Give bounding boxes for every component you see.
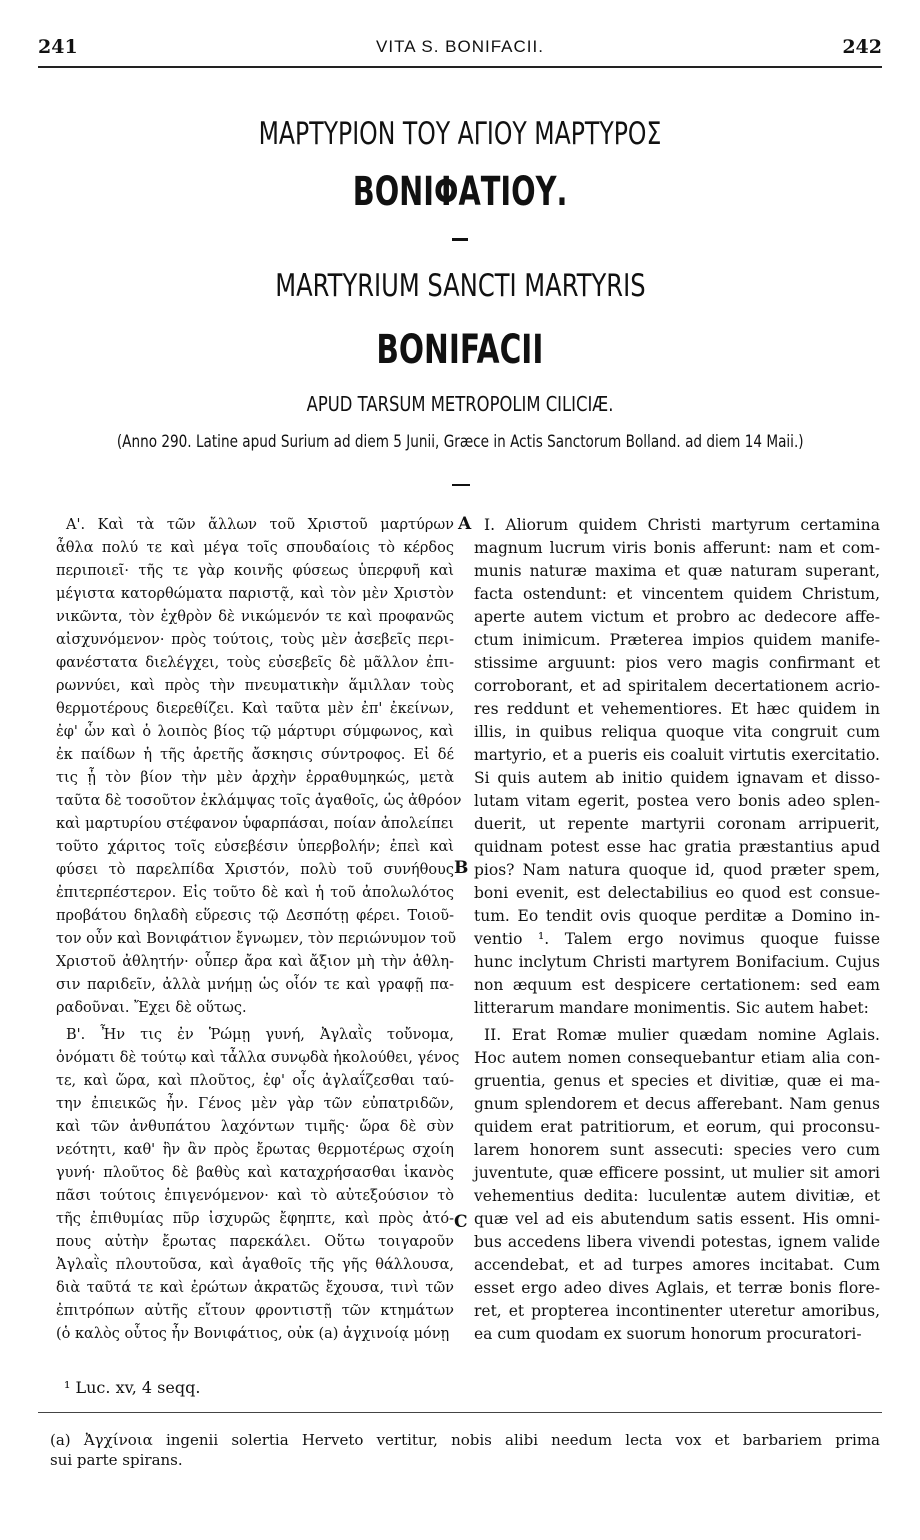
text-line: ἆθλα πολύ τε καὶ μέγα τοῖς σπουδαίοις τὸ κέρδος	[56, 540, 454, 556]
text-line: (ὁ καλὸς οὗτος ἦν Βονιφάτιος, οὐκ (a) ἀγχινοίᾳ μόνῃ	[56, 1326, 450, 1342]
text-line: προβάτου δηλαδὴ εὕρεσις τῷ Δεσπότῃ φέρει. Τοιοῦ-	[56, 908, 454, 924]
text-line: ἐκ παίδων ἡ τῆς ἀρετῆς ἄσκησις σύντροφος. Εἰ δέ	[56, 747, 454, 763]
text-line: duerit, ut repente martyrii coronam arripuerit,	[474, 815, 880, 833]
footnote-rule	[38, 1412, 882, 1413]
subtitle: APUD TARSUM METROPOLIM CILICIÆ.	[306, 392, 614, 416]
text-line: Α'. Καὶ τὰ τῶν ἄλλων τοῦ Χριστοῦ μαρτύρων	[66, 517, 454, 533]
footnote-line: sui parte spirans.	[50, 1451, 183, 1469]
text-line: αἰσχυνόμενον· πρὸς τούτοις, τοὺς μὲν ἀσεβεῖς περι-	[56, 632, 454, 648]
text-line: gruentia, genus et species et divitiæ, quæ ei ma-	[474, 1072, 880, 1090]
text-line: quæ vel ad eis abutendum satis essent. His omni-	[474, 1210, 880, 1228]
footnote	[50, 1430, 880, 1470]
text-line: esset ergo adeo dives Aglais, et terræ bonis flore-	[474, 1279, 880, 1297]
text-line: I. Aliorum quidem Christi martyrum certamina	[484, 516, 880, 534]
text-line: ctum inimicum. Præterea impios quidem manife-	[474, 631, 880, 649]
text-line: Si quis autem ab initio quidem ignavam et disso-	[474, 769, 880, 787]
text-line: illis, in quibus reliqua quoque vita congruit cum	[474, 723, 880, 741]
text-line: juventute, quæ efficere possint, ut mulier sit amori	[474, 1164, 880, 1182]
text-line: ret, et propterea incontinenter uteretur amoribus,	[474, 1302, 880, 1320]
latin-column	[474, 514, 880, 1346]
text-line: larem honorem sunt assecuti: species vero cum	[474, 1141, 880, 1159]
margin-letter-a: A	[458, 514, 472, 534]
text-line: facta ostendunt: et vincentem quidem Christum,	[474, 585, 880, 603]
text-line: vehementius dedita: luculentæ autem divitiæ, et	[474, 1187, 880, 1205]
text-line: πᾶσι τούτοις ἐπιγενόμενον· καὶ τὸ αὐτεξούσιον τὸ	[56, 1188, 454, 1204]
text-line: διὰ ταῦτά τε καὶ ἐρώτων ἀκρατῶς ἔχουσα, τινὶ τῶν	[56, 1280, 454, 1296]
text-line: σιν παριδεῖν, ἀλλὰ μνήμῃ ὡς οἷόν τε καὶ γραφῇ πα-	[56, 977, 454, 993]
scripture-reference: ¹ Luc. xv, 4 seqq.	[64, 1378, 201, 1397]
text-line: II. Erat Romæ mulier quædam nomine Aglais.	[484, 1026, 880, 1044]
section-separator	[452, 484, 470, 486]
greek-title-line2: ΒΟΝΙΦΑΤΙΟΥ.	[352, 169, 568, 215]
text-line: bus accedens libera vivendi potestas, ignem valide	[474, 1233, 880, 1251]
text-line: stissime arguunt: pios vero magis confirmant et	[474, 654, 880, 672]
latin-title-line1: MARTYRIUM SANCTI MARTYRIS	[274, 268, 646, 304]
greek-title-line1: ΜΑΡΤΥΡΙΟΝ ΤΟΥ ΑΓΙΟΥ ΜΑΡΤΥΡΟΣ	[258, 116, 662, 152]
text-line: νικῶντα, τὸν ἐχθρὸν δὲ νικώμενόν τε καὶ προφανῶς	[56, 609, 454, 625]
text-line: aperte autem victum et probro ac dedecore affe-	[474, 608, 880, 626]
footnote-line: (a) Ἀγχίνοια ingenii solertia Herveto vertitur, nobis alibi needum lecta vox et barbariem prima	[50, 1431, 880, 1449]
text-line: corroborant, et ad spiritalem decertationem acrio-	[474, 677, 880, 695]
text-line: accendebat, et ad turpes amores incitabat. Cum	[474, 1256, 880, 1274]
text-line: pios? Nam natura quoque id, quod præter spem,	[474, 861, 880, 879]
text-line: ὀνόματι δὲ τούτῳ καὶ τἆλλα συνῳδὰ ἠκολούθει, γένος	[56, 1050, 460, 1066]
text-line: Χριστοῦ ἀθλητήν· οὗπερ ἄρα καὶ ἄξιον μὴ τὴν ἀθλη-	[56, 954, 454, 970]
greek-column	[56, 514, 462, 1346]
text-line: martyrio, et a pueris eis coaluit virtutis exercitatio.	[474, 746, 880, 764]
text-line: τον οὖν καὶ Βονιφάτιον ἔγνωμεν, τὸν περιώνυμον τοῦ	[56, 931, 457, 947]
text-line: tum. Eo tendit ovis quoque perditæ a Domino in-	[474, 907, 880, 925]
text-line: munis naturæ maxima et quæ naturam superant,	[474, 562, 880, 580]
margin-letter-c: C	[454, 1212, 468, 1232]
text-line: μέγιστα κατορθώματα παριστᾷ, καὶ τὸν μὲν Χριστὸν	[56, 586, 454, 602]
text-line: res reddunt et vehementiores. Et hæc quidem in	[474, 700, 880, 718]
text-line: Β'. Ἦν τις ἐν Ῥώμῃ γυνή, Ἀγλαῒς τοὔνομα,	[66, 1027, 454, 1043]
header-rule	[38, 66, 882, 68]
text-line: καὶ μαρτυρίου στέφανον ὑφαρπάσαι, ποίαν ἀπολείπει	[56, 816, 454, 832]
margin-letter-b: B	[454, 858, 469, 878]
text-line: τε, καὶ ὥρα, καὶ πλοῦτος, ἐφ' οἷς ἀγλαΐζεσθαι ταύ-	[56, 1073, 454, 1089]
text-line: ἐπιτερπέστερον. Εἰς τοῦτο δὲ καὶ ἡ τοῦ ἀπολωλότος	[56, 885, 454, 901]
running-title: VITA S. BONIFACII.	[376, 37, 544, 56]
text-line: boni evenit, est delectabilius eo quod est consue-	[474, 884, 880, 902]
text-line: περιποιεῖ· τῆς τε γὰρ κοινῆς φύσεως ὑπερφυῆ καὶ	[56, 563, 454, 579]
text-line: non æquum est despicere certationem: sed eam	[474, 976, 880, 994]
text-line: θερμοτέρους διερεθίζει. Καὶ ταῦτα μὲν ἐπ' ἐκείνων,	[56, 701, 454, 717]
text-line: ρωννύει, καὶ πρὸς τὴν πνευματικὴν ἅμιλλαν τοὺς	[56, 678, 454, 694]
text-line: ventio ¹. Talem ergo novimus quoque fuisse	[474, 930, 880, 948]
text-line: gnum splendorem et decus afferebant. Nam genus	[474, 1095, 880, 1113]
text-line: τῆς ἐπιθυμίας πῦρ ἰσχυρῶς ἔφηπτε, καὶ πρὸς ἀτό-	[56, 1211, 454, 1227]
text-line: ταῦτα δὲ τοσοῦτον ἐκλάμψας τοῖς ἀγαθοῖς, ὡς ἀθρόον	[56, 793, 462, 809]
page-number-left: 241	[38, 36, 78, 58]
text-line: ἐπιτρόπων αὐτῆς εἴτουν φροντιστῇ τῶν κτημάτων	[56, 1303, 454, 1319]
text-line: πους αὐτὴν ἔρωτας παρεκάλει. Οὕτω τοιγαροῦν	[56, 1234, 454, 1250]
page-number-right: 242	[842, 36, 882, 58]
text-line: ἐφ' ὧν καὶ ὁ λοιπὸς βίος τῷ μάρτυρι σύμφωνος, καὶ	[56, 724, 454, 740]
text-line: magnum lucrum viris bonis afferunt: nam et com-	[474, 539, 880, 557]
text-line: τις ᾗ τὸν βίον τὴν μὲν ἀρχὴν ἐρραθυμηκώς, μετὰ	[56, 770, 454, 786]
text-line: ea cum quodam ex suorum honorum procuratori-	[474, 1325, 862, 1343]
title-separator	[452, 238, 468, 241]
text-line: hunc inclytum Christi martyrem Bonifacium. Cujus	[474, 953, 880, 971]
text-line: τοῦτο χάριτος τοῖς εὐσεβέσιν ὑπερβολήν; ἐπεὶ καὶ	[56, 839, 454, 855]
text-line: quidem erat patritiorum, et eorum, qui proconsu-	[474, 1118, 880, 1136]
running-header	[38, 34, 882, 60]
text-line: Hoc autem nomen consequebantur etiam alia con-	[474, 1049, 880, 1067]
text-line: καὶ τῶν ἀνθυπάτου λαχόντων τιμῆς· ὥρα δὲ σὺν	[56, 1119, 454, 1135]
text-line: litterarum mandare monimentis. Sic autem habet:	[474, 999, 869, 1017]
text-line: Ἀγλαῒς πλουτοῦσα, καὶ ἀγαθοῖς τῆς γῆς θάλλουσα,	[56, 1257, 454, 1273]
date-note: (Anno 290. Latine apud Surium ad diem 5 Junii, Græce in Actis Sanctorum Bolland. ad diem 14 Maii.)	[116, 432, 804, 452]
text-line: lutam vitam egerit, postea vero bonis adeo splen-	[474, 792, 880, 810]
text-line: ραδοῦναι. Ἔχει δὲ οὕτως.	[56, 1000, 247, 1016]
text-line: φύσει τὸ παρελπίδα Χριστόν, πολὺ τοῦ συνήθους	[56, 862, 454, 878]
text-line: την ἐπιεικῶς ἦν. Γένος μὲν γὰρ τῶν εὐπατριδῶν,	[56, 1096, 454, 1112]
text-line: γυνή· πλοῦτος δὲ βαθὺς καὶ καταχρήσασθαι ἱκανὸς	[56, 1165, 454, 1181]
text-line: φανέστατα διελέγχει, τοὺς εὐσεβεῖς δὲ μᾶλλον ἐπι-	[56, 655, 454, 671]
text-line: νεότητι, καθ' ἣν ἂν πρὸς ἔρωτας θερμοτέρως σχοίη	[56, 1142, 454, 1158]
latin-title-line2: BONIFACII	[376, 327, 544, 373]
text-line: quidnam potest esse hac gratia præstantius apud	[474, 838, 880, 856]
